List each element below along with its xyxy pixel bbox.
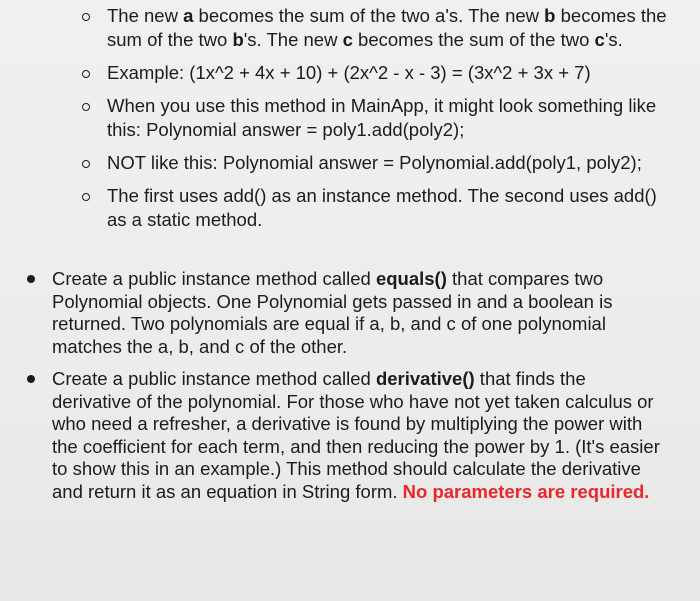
filled-bullet-icon: [27, 275, 35, 283]
hollow-bullet-icon: [82, 70, 90, 78]
sub-bullet-not-like: NOT like this: Polynomial answer = Polynomial.add(poly1, poly2);: [0, 151, 700, 175]
hollow-bullet-icon: [82, 103, 90, 111]
no-parameters-note: No parameters are required.: [402, 480, 650, 502]
main-bullet-equals: Create a public instance method called equals() that compares two Polynomial objects. One Polynomial gets passed in and a boolean is returned. Two polynomials are equal if a, b, and c of one polynomial matches the a, b, and c of the other.: [0, 268, 700, 358]
main-bullet-derivative: Create a public instance method called derivative() that finds the derivative of the polynomial. For those who have not yet taken calculus or who need a refresher, a derivative is found by multiplying the power with the coefficient for each term, and then reducing the power by 1. (It's easier to show this in an example.) This method should calculate the derivative and return it as an equation in String form. No parameters are required.: [0, 368, 700, 503]
hollow-bullet-icon: [82, 13, 90, 21]
hollow-bullet-icon: [82, 193, 90, 201]
sub-bullet-usage: When you use this method in MainApp, it might look something like this: Polynomial answer = poly1.add(poly2);: [0, 94, 700, 142]
sub-bullet-instance-vs-static: The first uses add() as an instance method. The second uses add() as a static method.: [0, 184, 700, 232]
sub-bullet-sum: The new a becomes the sum of the two a's. The new b becomes the sum of the two b's. The new c becomes the sum of the two c's.: [0, 4, 700, 52]
sub-bullet-example: Example: (1x^2 + 4x + 10) + (2x^2 - x - 3) = (3x^2 + 3x + 7): [0, 61, 700, 85]
sub-bullet-list: [0, 4, 700, 241]
main-bullet-list: [0, 268, 700, 513]
filled-bullet-icon: [27, 375, 35, 383]
hollow-bullet-icon: [82, 160, 90, 168]
